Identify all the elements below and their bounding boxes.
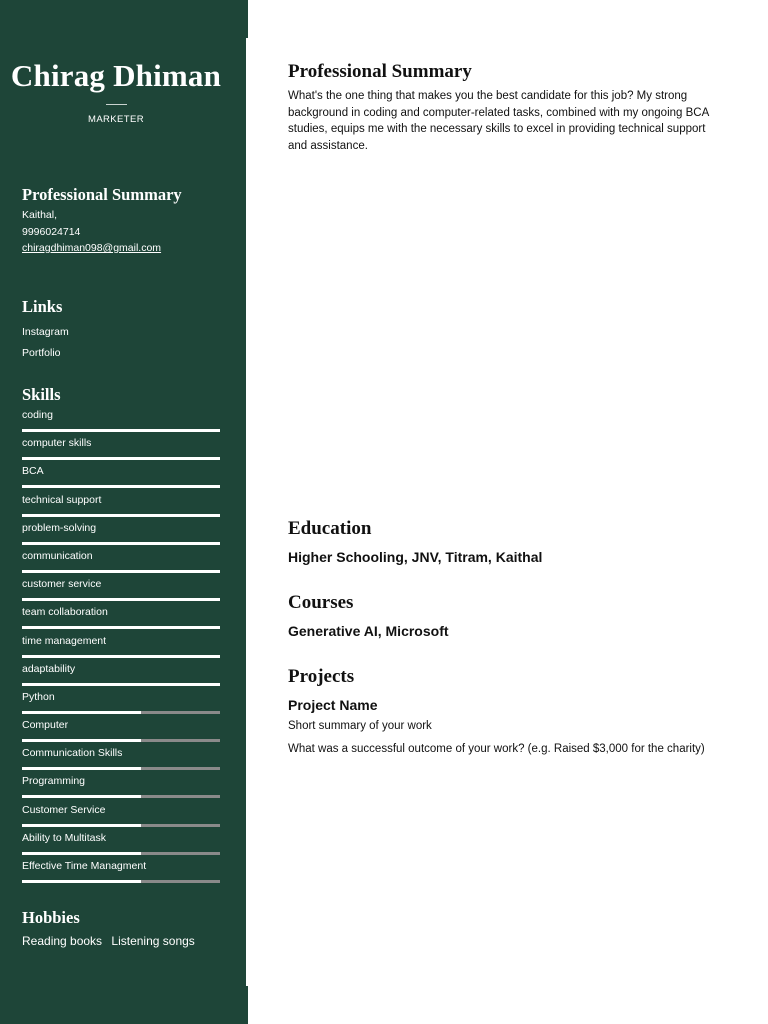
skill-label: Customer Service [22,803,106,816]
skill-label: team collaboration [22,606,108,619]
skill-level-bar [22,852,220,855]
skill-level-bar [22,767,220,770]
skill-label: adaptability [22,662,76,675]
skill-item [22,436,220,464]
skill-level-bar [22,542,220,545]
details-heading: Professional Summary [22,185,182,204]
email-link[interactable]: chiragdhiman098@gmail.com [22,242,162,254]
skill-level-fill [22,852,141,855]
skill-item [22,690,220,718]
skill-level-bar [22,598,220,601]
sidebar-edge-bottom [244,986,248,1024]
skill-item [22,634,220,662]
skill-label: coding [22,409,53,421]
skill-level-bar [22,739,220,742]
project-name: Project Name [288,697,378,713]
skill-label: Computer [22,719,69,732]
education-heading: Education [288,518,372,539]
skill-label: computer skills [22,437,92,450]
skill-level-bar [22,711,220,714]
skill-label: time management [22,634,107,647]
skill-level-bar [22,457,220,460]
skill-level-fill [22,542,220,545]
skill-item [22,774,220,802]
links-heading: Links [22,297,63,316]
skill-level-bar [22,570,220,573]
skill-level-fill [22,429,220,432]
skill-level-fill [22,824,141,827]
skill-level-fill [22,711,141,714]
hobbies-list [22,934,201,948]
skill-level-fill [22,570,220,573]
skill-item [22,464,220,492]
name-divider [106,104,127,105]
skill-level-bar [22,429,220,432]
skill-label: Ability to Multitask [22,831,107,844]
skill-level-fill [22,767,141,770]
project-summary: Short summary of your work [288,720,432,732]
skill-item [22,718,220,746]
location-text: Kaithal, [22,209,58,221]
candidate-name: Chirag Dhiman [10,58,222,93]
summary-heading: Professional Summary [288,61,472,82]
skill-level-fill [22,485,220,488]
candidate-role: MARKETER [88,114,144,125]
skill-item [22,746,220,774]
skills-heading: Skills [22,385,61,404]
course-entry: Generative AI, Microsoft [288,623,449,639]
skill-item [22,662,220,690]
skill-label: customer service [22,578,102,591]
skill-level-bar [22,485,220,488]
skill-label: Communication Skills [22,747,123,760]
skill-item [22,831,220,859]
link-portfolio[interactable]: Portfolio [22,347,61,359]
projects-heading: Projects [288,666,355,687]
skill-level-bar [22,514,220,517]
skill-label: Python [22,690,55,703]
skill-label: Programming [22,775,86,788]
skill-level-fill [22,514,220,517]
skill-level-bar [22,655,220,658]
phone-text: 9996024714 [22,226,81,238]
skill-level-fill [22,795,141,798]
skill-level-fill [22,457,220,460]
skill-label: technical support [22,493,102,506]
hobby-item: Listening songs [111,934,195,948]
hobby-item: Reading books [22,934,103,948]
skill-level-fill [22,598,220,601]
skill-item [22,493,220,521]
skill-label: BCA [22,465,44,478]
hobbies-heading: Hobbies [22,908,80,927]
skill-level-fill [22,739,141,742]
link-instagram[interactable]: Instagram [22,326,69,338]
skill-level-bar [22,795,220,798]
skill-level-bar [22,683,220,686]
sidebar-edge-top [244,0,248,38]
education-entry: Higher Schooling, JNV, Titram, Kaithal [288,549,543,565]
skill-item [22,859,220,887]
courses-heading: Courses [288,592,354,613]
skill-item [22,408,220,436]
skill-item [22,521,220,549]
skill-level-fill [22,880,141,883]
skill-item [22,577,220,605]
skill-level-fill [22,683,220,686]
summary-text: What's the one thing that makes you the best candidate for this job? My strong background in coding and computer-related tasks, combined with my ongoing BCA studies, equips me with the necessary skills to excel in providing technical support and assistance. [288,90,709,152]
skill-item [22,605,220,633]
skill-label: communication [22,549,93,562]
skill-item [22,549,220,577]
project-outcome: What was a successful outcome of your work? (e.g. Raised $3,000 for the charity) [288,743,705,755]
skill-level-fill [22,655,220,658]
skill-level-bar [22,824,220,827]
skill-label: Effective Time Managment [22,860,147,872]
skill-label: problem-solving [22,521,97,534]
skill-item [22,803,220,831]
skill-level-bar [22,880,220,883]
skill-level-bar [22,626,220,629]
skill-level-fill [22,626,220,629]
skills-list [22,408,220,887]
